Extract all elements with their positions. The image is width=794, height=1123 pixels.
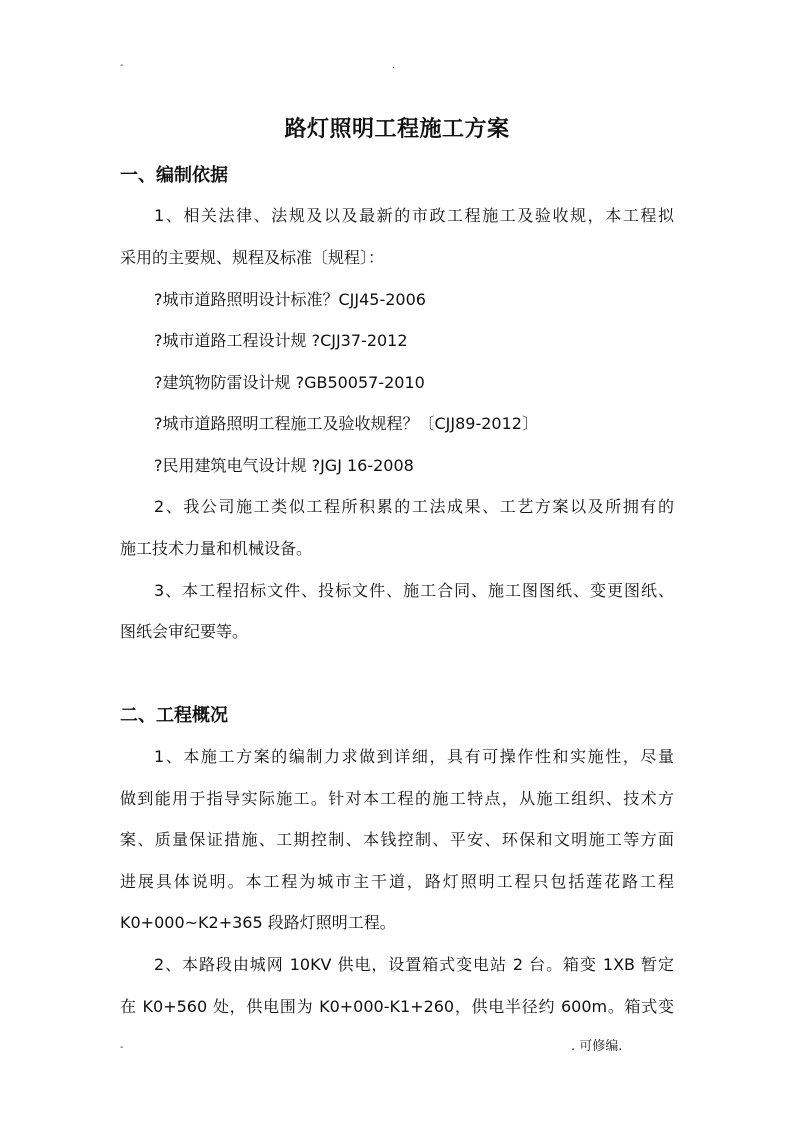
paragraph-line: 3、本工程招标文件、投标文件、施工合同、施工图图纸、变更图纸、 (154, 581, 674, 600)
paragraph-line: 1、相关法律、法规及以及最新的市政工程施工及验收规，本工程拟 (154, 206, 674, 225)
section-heading-overview: 二、工程概况 (120, 705, 228, 726)
paragraph-line: 1、本施工方案的编制力求做到详细，具有可操作性和实施性，尽量 (154, 747, 674, 766)
standard-item: ?城市道路照明工程施工及验收规程？〔CJJ89-2012〕 (154, 414, 538, 433)
standard-item: ?建筑物防雷设计规 ?GB50057-2010 (154, 373, 425, 392)
paragraph-line: 采用的主要规、规程及标准〔规程〕： (120, 248, 385, 267)
header-left-mark: - (120, 60, 124, 71)
document-title: 路灯照明工程施工方案 (284, 117, 510, 142)
standard-item: ?城市道路工程设计规 ?CJJ37-2012 (154, 331, 408, 350)
paragraph-line: 施工技术力量和机械设备。 (120, 539, 313, 558)
paragraph-line: 进展具体说明。本工程为城市主干道，路灯照明工程只包括莲花路工程 (120, 872, 674, 891)
paragraph-line: 2、我公司施工类似工程所积累的工法成果、工艺方案以及所拥有的 (154, 497, 674, 516)
standard-item: ?城市道路照明设计标准？CJJ45-2006 (154, 290, 426, 309)
footer-left-mark: - (120, 1042, 124, 1053)
header-right-mark: . (392, 60, 396, 71)
paragraph-line: 在 K0+560 处，供电围为 K0+000-K1+260，供电半径约 600m。箱式变 (120, 997, 674, 1016)
standard-item: ?民用建筑电气设计规 ?JGJ 16-2008 (154, 456, 414, 475)
paragraph-line: 2、本路段由城网 10KV 供电，设置箱式变电站 2 台。箱变 1XB 暂定 (154, 955, 674, 974)
footer-editable-note: . 可修编. (571, 1039, 623, 1054)
section-heading-basis: 一、编制依据 (120, 165, 228, 186)
paragraph-line: 图纸会审纪要等。 (120, 622, 249, 641)
paragraph-line: 案、质量保证措施、工期控制、本钱控制、平安、环保和文明施工等方面 (120, 830, 674, 849)
paragraph-line: K0+000~K2+365 段路灯照明工程。 (120, 913, 396, 932)
paragraph-line: 做到能用于指导实际施工。针对本工程的施工特点，从施工组织、技术方 (120, 789, 674, 808)
